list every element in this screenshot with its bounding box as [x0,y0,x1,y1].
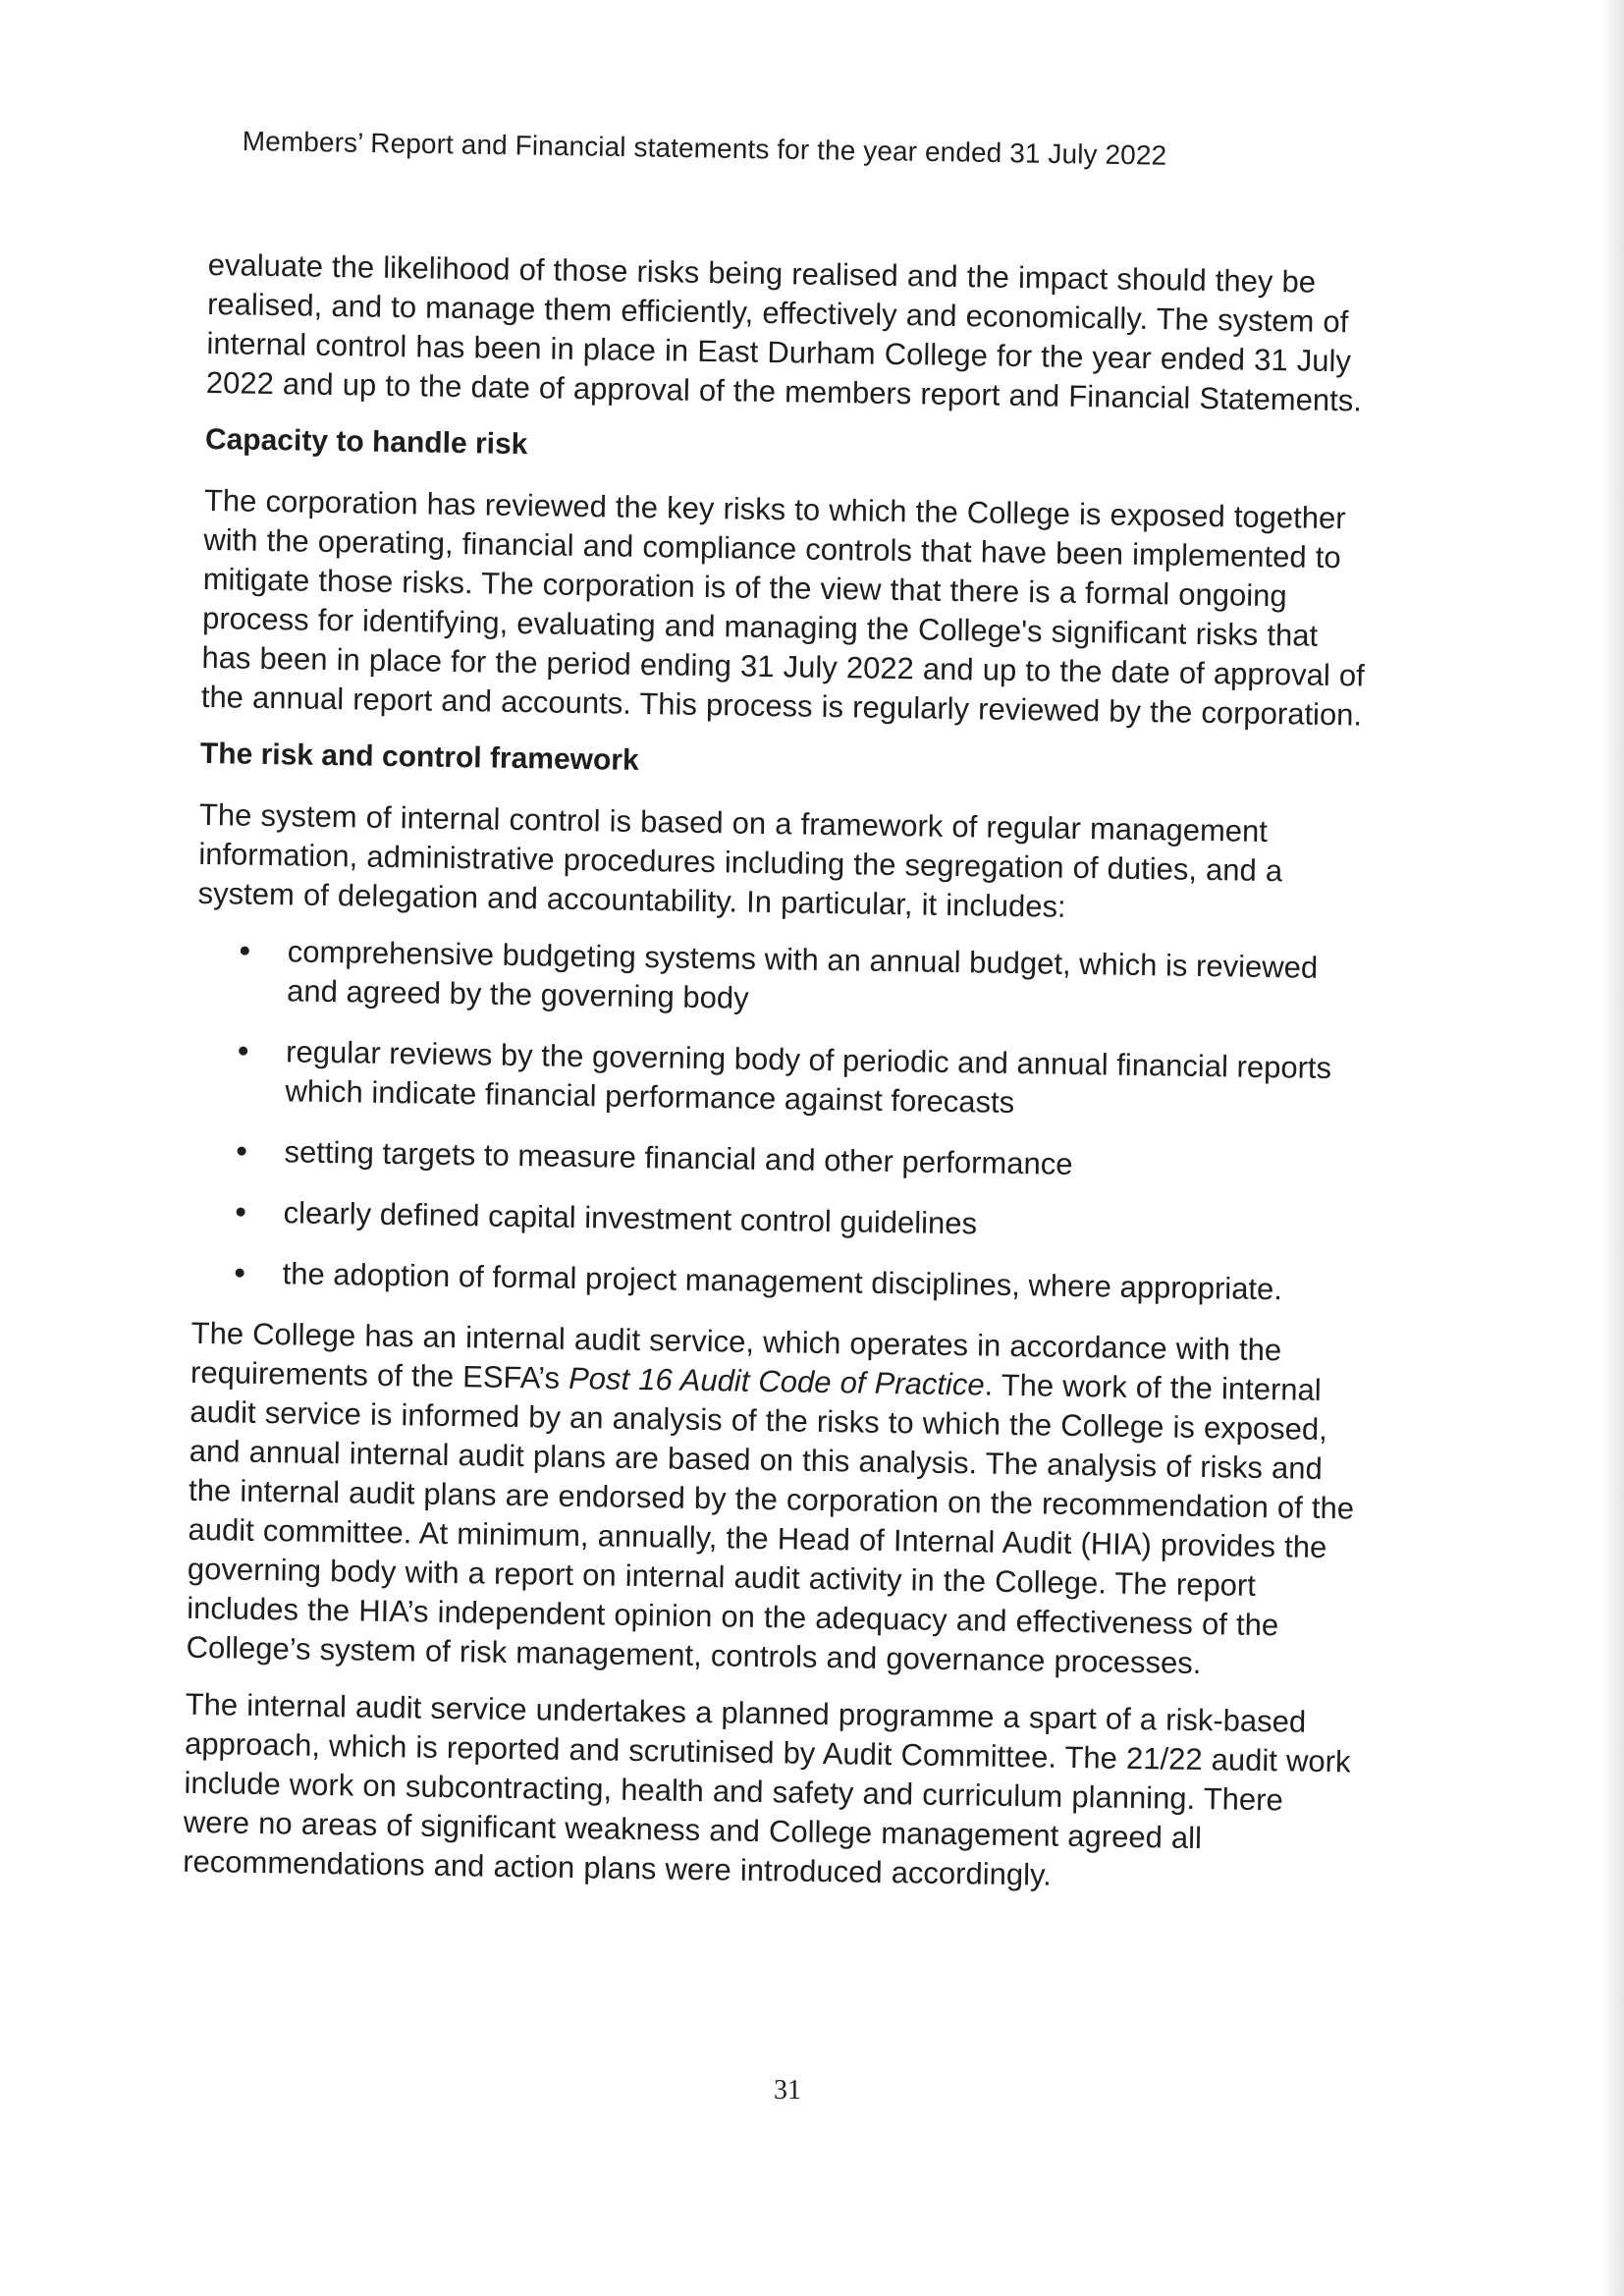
body-text [183,246,1377,1917]
audit-programme-paragraph: The internal audit service undertakes a planned programme a spart of a risk-based approach, which is reported and scrutinised by Audit Committee. The 21/22 audit work include work on subcontracting, health and safety and curriculum planning. There were no areas of significant weakness and College management agreed all recommendations and action plans were introduced accordingly. [182,1686,1351,1892]
running-header: Members’ Report and Financial statements for the year ended 31 July 2022 [242,126,1167,171]
intro-paragraph: evaluate the likelihood of those risks being realised and the impact should they be realised, and to manage them efficiently, effectively and economically. The system of internal control has been in place in East Durham College for the year ended 31 July 2022 and up to the date of approval of the members report and Financial Statements. [205,246,1363,418]
internal-audit-text-end: . The work of the internal audit service is informed by an analysis of the risks to which the College is exposed, and annual internal audit plans are based on this analysis. The analysis of risks and the internal audit plans are endorsed by the corporation on the recommendation of the audit committee. At minimum, annually, the Head of Internal Audit (HIA) provides the governing body with a report on internal audit activity in the College. The report includes the HIA’s independent opinion on the adequacy and effectiveness of the College’s system of risk management, controls and governance processes. [186,1367,1355,1681]
framework-bullet-list [191,931,1366,1311]
bullet-text: setting targets to measure financial and other performance [284,1134,1073,1181]
bullet-dot-icon [238,1147,246,1156]
audit-code-title: Post 16 Audit Code of Practice [568,1360,985,1402]
bullet-item [192,1192,1361,1250]
bullet-text: regular reviews by the governing body of periodic and annual financial reports which indicate financial performance against forecasts [285,1034,1332,1120]
bullet-item [194,1031,1364,1128]
bullet-item [196,931,1366,1028]
bullet-text: clearly defined capital investment control guidelines [283,1195,978,1241]
bullet-dot-icon [237,1208,245,1217]
bullet-item [193,1131,1362,1189]
framework-paragraph: The system of internal control is based on a framework of regular management information, administrative procedures including the segregation of duties, and a system of delegation and accountability. In particular, it includes: [197,796,1283,924]
bullet-dot-icon [236,1269,244,1278]
capacity-heading: Capacity to handle risk [204,422,528,462]
bullet-dot-icon [241,947,249,956]
internal-audit-text-start: The College has an internal audit service, which operates in accordance with the requirements of the ESFA’s [189,1315,1282,1395]
framework-heading: The risk and control framework [199,737,639,777]
capacity-paragraph: The corporation has reviewed the key risks to which the College is exposed together with the operating, financial and compliance controls that have been implemented to mitigate those risks. The corporation is of the view that there is a formal ongoing process for identifying, evaluating and managing the College's significant risks that has been in place for the period ending 31 July 2022 and up to the date of approval of the annual report and accounts. This process is regularly reviewed by the corporation. [200,482,1366,733]
bullet-dot-icon [239,1047,247,1056]
page-edge-shadow [1602,0,1624,2296]
internal-audit-paragraph [186,1314,1360,1686]
page-number: 31 [774,2075,801,2105]
bullet-text: the adoption of formal project management disciplines, where appropriate. [282,1256,1283,1307]
bullet-text: comprehensive budgeting systems with an annual budget, which is reviewed and agreed by the governing body [286,934,1319,1015]
bullet-item [191,1253,1360,1311]
